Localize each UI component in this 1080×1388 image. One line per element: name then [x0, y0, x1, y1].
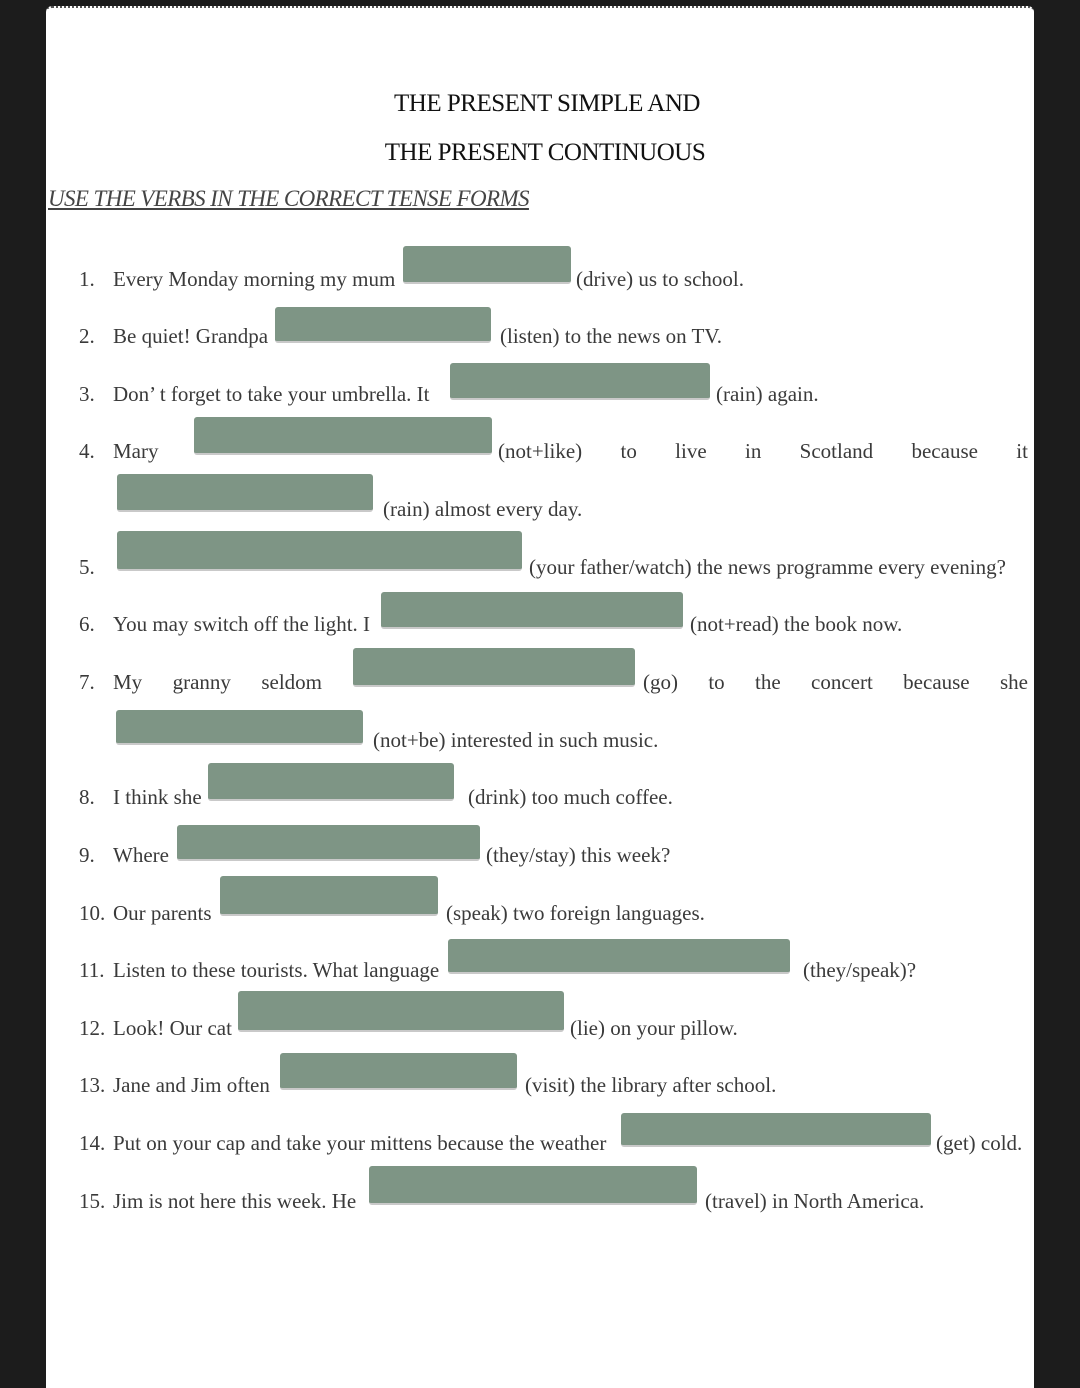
question-text: (rain) again. — [716, 382, 819, 406]
word: (go) — [643, 670, 678, 694]
word: Scotland — [799, 439, 874, 463]
question-text: (your father/watch) the news programme every evening? — [529, 555, 1006, 579]
question-text: Jim is not here this week. He — [113, 1189, 357, 1213]
answer-blank-14[interactable] — [621, 1113, 931, 1147]
question-text: I think she — [113, 785, 202, 809]
word: seldom — [261, 670, 322, 694]
question-number: 2. — [79, 324, 95, 348]
question-number: 10. — [79, 901, 106, 925]
word: live — [675, 439, 707, 463]
word: in — [744, 439, 762, 463]
question-number: 15. — [79, 1189, 106, 1213]
question-text: (lie) on your pillow. — [570, 1016, 738, 1040]
question-text — [498, 438, 1028, 464]
word: to — [708, 670, 725, 694]
question-text: Put on your cap and take your mittens because the weather — [113, 1131, 607, 1155]
word: to — [620, 439, 637, 463]
question-number: 4. — [79, 439, 95, 463]
question-number: 14. — [79, 1131, 106, 1155]
question-text: Jane and Jim often — [113, 1073, 270, 1097]
question-text: (not+be) interested in such music. — [373, 728, 659, 752]
question-number: 11. — [79, 958, 105, 982]
answer-blank-4b[interactable] — [117, 474, 373, 512]
word: My — [113, 670, 143, 694]
word: the — [755, 670, 781, 694]
question-number: 9. — [79, 843, 95, 867]
question-number: 6. — [79, 612, 95, 636]
answer-blank-6[interactable] — [381, 592, 683, 629]
question-number: 3. — [79, 382, 95, 406]
word: it — [1016, 439, 1028, 463]
word: she — [999, 670, 1028, 694]
answer-blank-1[interactable] — [403, 246, 571, 284]
answer-blank-8[interactable] — [208, 763, 454, 801]
question-text — [113, 669, 322, 695]
question-text: Look! Our cat — [113, 1016, 232, 1040]
question-text: (listen) to the news on TV. — [500, 324, 723, 348]
answer-blank-11[interactable] — [448, 939, 790, 974]
question-text: (drink) too much coffee. — [468, 785, 673, 809]
word: concert — [811, 670, 873, 694]
word: (not+like) — [498, 439, 583, 463]
question-text: Where — [113, 843, 169, 867]
question-text: (drive) us to school. — [576, 267, 744, 291]
question-number: 8. — [79, 785, 95, 809]
question-text: (rain) almost every day. — [383, 497, 583, 521]
answer-blank-15[interactable] — [369, 1166, 697, 1205]
question-text — [643, 669, 1028, 695]
question-text: (they/stay) this week? — [486, 843, 671, 867]
question-text: You may switch off the light. I — [113, 612, 371, 636]
question-text: (speak) two foreign languages. — [446, 901, 705, 925]
answer-blank-3[interactable] — [450, 363, 710, 400]
answer-blank-10[interactable] — [220, 876, 438, 916]
question-number: 5. — [79, 555, 95, 579]
question-text: (get) cold. — [936, 1131, 1023, 1155]
worksheet-page — [46, 6, 1034, 1388]
question-text: Mary — [113, 439, 159, 463]
question-text: Our parents — [113, 901, 212, 925]
answer-blank-5[interactable] — [117, 531, 522, 571]
question-text: Every Monday morning my mum — [113, 267, 396, 291]
answer-blank-12[interactable] — [238, 991, 564, 1032]
question-number: 7. — [79, 670, 95, 694]
answer-blank-7b[interactable] — [116, 710, 363, 745]
title-line-2: THE PRESENT CONTINUOUS — [384, 139, 706, 166]
question-text: Don’ t forget to take your umbrella. It — [113, 382, 430, 406]
answer-blank-2[interactable] — [275, 307, 491, 343]
question-text: (not+read) the book now. — [690, 612, 903, 636]
question-text: (they/speak)? — [803, 958, 917, 982]
word: because — [903, 670, 970, 694]
question-text: (travel) in North America. — [705, 1189, 925, 1213]
question-number: 13. — [79, 1073, 106, 1097]
question-text: (visit) the library after school. — [525, 1073, 777, 1097]
answer-blank-13[interactable] — [280, 1053, 517, 1090]
question-text: Be quiet! Grandpa — [113, 324, 269, 348]
word: granny — [172, 670, 231, 694]
question-number: 12. — [79, 1016, 106, 1040]
word: because — [911, 439, 978, 463]
answer-blank-4a[interactable] — [194, 417, 492, 455]
answer-blank-7a[interactable] — [353, 648, 635, 687]
question-number: 1. — [79, 267, 95, 291]
answer-blank-9[interactable] — [177, 825, 480, 861]
title-line-1: THE PRESENT SIMPLE AND — [394, 90, 700, 117]
instruction-heading: USE THE VERBS IN THE CORRECT TENSE FORMS — [48, 186, 529, 211]
question-text: Listen to these tourists. What language — [113, 958, 440, 982]
